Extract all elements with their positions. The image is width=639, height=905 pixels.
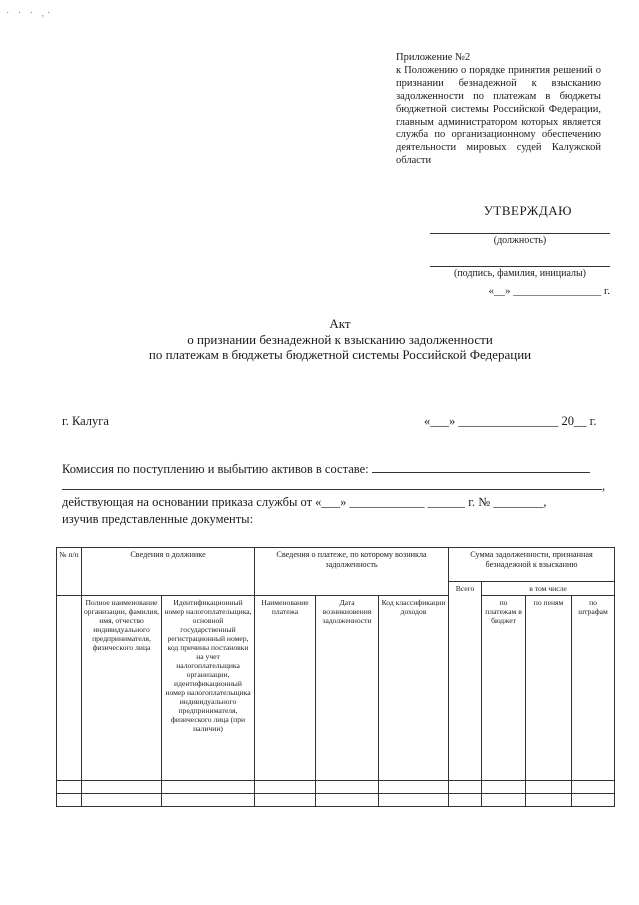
act-title bbox=[60, 316, 620, 363]
table-row bbox=[57, 794, 615, 807]
continuation-comma: , bbox=[602, 478, 606, 493]
debtor-id-header: Идентификационный номер налогоплательщика, основной государственный регистрационный номер, код причины постановки на учет налогоплательщика организации, идентификационный номер налогоплательщика индивидуального предпринимателя, физического лица (при наличии) bbox=[162, 596, 255, 781]
commission-continuation-blank bbox=[62, 478, 602, 490]
payment-date-header: Дата возникновения задолженности bbox=[316, 596, 379, 781]
amount-budget-header: по платежам в бюджет bbox=[482, 596, 526, 781]
act-title-line1: Акт bbox=[329, 316, 351, 331]
commission-intro bbox=[62, 461, 612, 527]
payment-code-header: Код классификации доходов bbox=[379, 596, 449, 781]
appendix-title: Приложение №2 bbox=[396, 52, 471, 63]
appendix-body: к Положению о порядке принятия решений о признании безнадежной к взысканию задолженности по платежам в бюджеты бюджетной системы Российской Федерации, главным администратором которых является служба по организационному обеспечению деятельности мировых судей Калужской области bbox=[396, 64, 601, 167]
approval-heading: УТВЕРЖДАЮ bbox=[483, 203, 572, 218]
approval-date: «__» ________________ г. bbox=[488, 285, 610, 297]
city: г. Калуга bbox=[62, 414, 109, 428]
act-date: «___» ________________ 20__ г. bbox=[424, 414, 597, 428]
commission-continuation bbox=[62, 478, 612, 495]
documents-line: изучив представленные документы: bbox=[62, 511, 254, 526]
scan-artifact: · · · ,· bbox=[6, 8, 54, 19]
debtor-name-header: Полное наименование организации, фамилия, имя, отчество индивидуального предпринимателя, физического лица bbox=[82, 596, 162, 781]
debtor-group-header: Сведения о должнике bbox=[82, 548, 255, 596]
amount-group-header: Сумма задолженности, признанная безнадежной к взысканию bbox=[449, 548, 615, 582]
col-number-header: № п/п bbox=[57, 548, 82, 596]
act-title-line2: о признании безнадежной к взысканию задолженности bbox=[187, 331, 493, 347]
position-line bbox=[430, 219, 610, 234]
amount-penalty-header: по пеням bbox=[526, 596, 572, 781]
position-caption: (должность) bbox=[493, 235, 547, 246]
order-line: действующая на основании приказа службы от «___» ____________ ______ г. № ________, bbox=[62, 495, 547, 509]
total-header: Всего bbox=[449, 582, 482, 781]
amount-fines-header: по штрафам bbox=[572, 596, 615, 781]
signature-caption: (подпись, фамилия, инициалы) bbox=[453, 268, 587, 279]
approval-block bbox=[430, 203, 610, 297]
appendix-header bbox=[396, 52, 601, 168]
act-title-line3: по платежам в бюджеты бюджетной системы Российской Федерации bbox=[148, 347, 532, 362]
signature-line bbox=[430, 252, 610, 267]
commission-members-blank bbox=[372, 461, 590, 473]
commission-label: Комиссия по поступлению и выбытию активов в составе: bbox=[62, 462, 369, 476]
payment-group-header: Сведения о платеже, по которому возникла задолженность bbox=[255, 548, 449, 596]
debt-table bbox=[56, 547, 615, 807]
including-header: в том числе bbox=[482, 582, 615, 596]
commission-line bbox=[62, 461, 612, 478]
number-cell bbox=[57, 596, 82, 781]
payment-name-header: Наименование платежа bbox=[255, 596, 316, 781]
table-row bbox=[57, 781, 615, 794]
